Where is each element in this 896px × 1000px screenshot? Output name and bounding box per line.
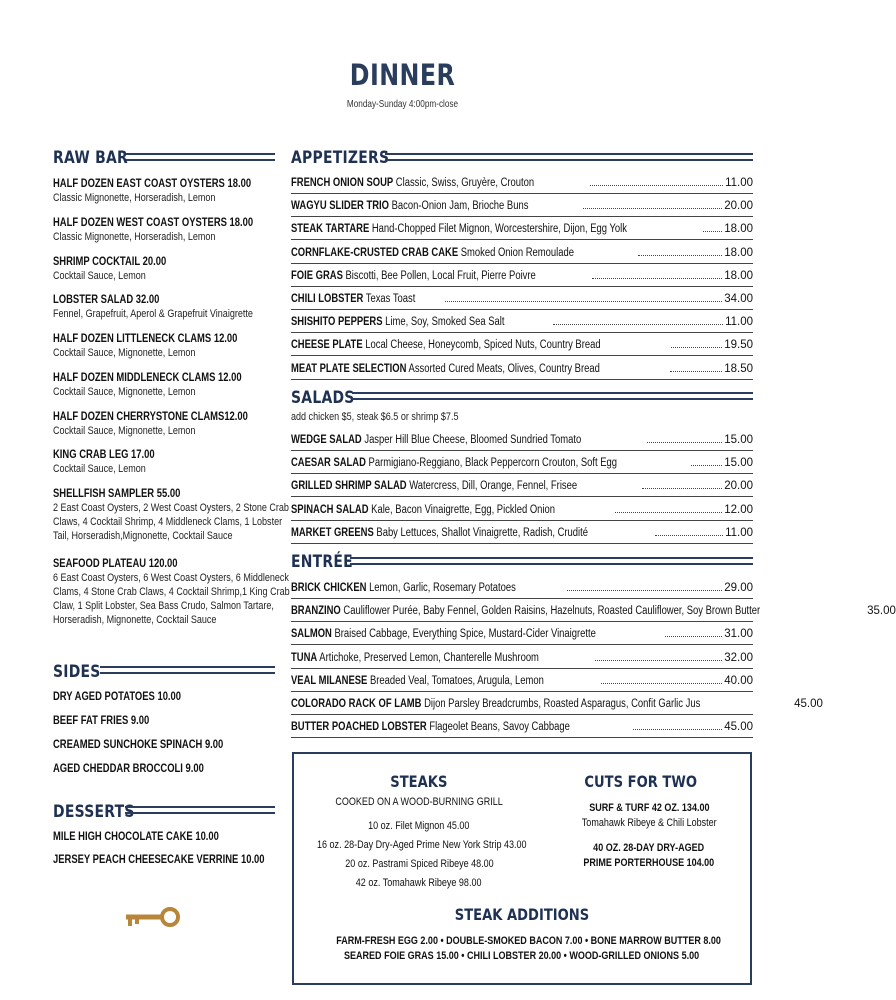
item-text [291,316,505,328]
item-price: 18.00 [724,269,753,282]
item-price: 18.00 [724,223,753,236]
item-description: 2 East Coast Oysters, 2 West Coast Oysters, 2 Stone Crab [53,502,289,514]
steak-item [294,858,544,870]
row-underline [291,309,753,310]
item-price: 34.00 [724,293,753,305]
item-description: Lemon, Garlic, Rosemary Potatoes [369,582,516,594]
item-description: Claw, 1 Split Lobster, Sea Bass Crudo, Salmon Tartare, [53,600,274,612]
item-text [291,480,577,492]
section-title-desserts: DESSERTS [53,802,135,822]
item-name: BRANZINO [291,605,341,618]
dot-leader [592,278,723,279]
row-underline [291,216,753,217]
section-title-raw-bar: RAW BAR [53,148,129,168]
item-text [291,363,600,375]
steak-item-text: 10 oz. Filet Mignon 45.00 [368,820,470,832]
appetizers-row [291,316,753,330]
item-name: HALF DOZEN LITTLENECK CLAMS 12.00 [53,333,238,345]
item-description: Classic Mignonette, Horseradish, Lemon [53,231,216,243]
salads-note: add chicken $5, steak $6.5 or shrimp $7.5 [291,411,459,423]
dot-leader [595,660,722,661]
item-name: HALF DOZEN CHERRYSTONE CLAMS12.00 [53,411,248,423]
item-name: MEAT PLATE SELECTION [291,362,407,375]
appetizers-row [291,293,753,307]
item-description: Texas Toast [365,293,416,305]
item-price: 40.00 [724,674,753,687]
item-description: Parmigiano-Reggiano, Black Peppercorn Crouton, Soft Egg [368,457,618,470]
item-description: Biscotti, Bee Pollen, Local Fruit, Pierre Poivre [345,269,536,282]
item-description: Kale, Bacon Vinaigrette, Egg, Pickled Onion [371,503,556,516]
dot-leader [633,729,722,730]
item-name: SALMON [291,628,332,641]
item-description: Dijon Parsley Breadcrumbs, Roasted Asparagus, Confit Garlic Jus [424,698,701,710]
steak-additions-title: STEAK ADDITIONS [454,905,590,924]
item-text [291,675,544,687]
item-price: 35.00 [867,605,896,618]
row-underline [291,193,753,194]
section-rule [352,392,753,400]
item-price: 15.00 [724,434,753,446]
item-name: CHEESE PLATE [291,339,363,352]
item-name: BUTTER POACHED LOBSTER [291,721,427,734]
section-rule [126,153,275,161]
item-text [291,200,528,212]
row-underline [291,473,753,474]
item-name: SHELLFISH SAMPLER 55.00 [53,488,181,500]
item-name: LOBSTER SALAD 32.00 [53,294,160,306]
item-price: 32.00 [724,651,753,664]
item-name: VEAL MILANESE [291,674,368,687]
item-description: Hand-Chopped Filet Mignon, Worcestershire, Dijon, Egg Yolk [371,223,627,236]
cut-description-text: Tomahawk Ribeye & Chili Lobster [581,817,717,829]
item-name: HALF DOZEN EAST COAST OYSTERS 18.00 [53,178,252,190]
section-title-appetizers: APPETIZERS [291,148,390,168]
appetizers-row [291,177,753,191]
item-text [291,434,581,446]
item-price: 18.00 [724,246,753,259]
row-underline [291,520,753,521]
item-name: JERSEY PEACH CHEESECAKE VERRINE 10.00 [53,854,265,866]
row-underline [291,668,753,669]
item-price: 20.00 [724,200,753,213]
dot-leader [553,324,723,325]
item-name: BRICK CHICKEN [291,582,367,594]
row-underline [291,450,753,451]
item-price: 20.00 [724,480,753,493]
row-underline [291,496,753,497]
item-description: Cocktail Sauce, Mignonette, Lemon [53,425,196,437]
item-name: SHISHITO PEPPERS [291,316,383,329]
steak-item-text: 16 oz. 28-Day Dry-Aged Prime New York Strip 43.00 [317,839,527,851]
row-underline [291,332,753,333]
row-underline [291,239,753,240]
item-description: Lime, Soy, Smoked Sea Salt [385,316,505,329]
item-price: 29.00 [724,582,753,594]
item-name: SEAFOOD PLATEAU 120.00 [53,558,178,570]
item-price: 31.00 [724,628,753,641]
entree-row [291,675,753,689]
appetizers-row [291,270,753,284]
salads-row [291,457,753,471]
dot-leader [567,590,722,591]
key-icon [122,905,182,929]
item-name: MILE HIGH CHOCOLATE CAKE 10.00 [53,831,219,843]
dot-leader [655,535,723,536]
appetizers-row [291,223,753,237]
item-price: 18.50 [724,362,753,375]
steaks-box [292,752,752,985]
dot-leader [601,683,722,684]
item-price: 45.00 [794,698,823,710]
item-text [291,247,574,259]
steak-additions-line-2: SEARED FOIE GRAS 15.00 • CHILI LOBSTER 20.00 • WOOD-GRILLED ONIONS 5.00 [344,950,700,962]
item-text [291,293,415,305]
salads-row [291,480,753,494]
item-name: SPINACH SALAD [291,503,369,516]
section-title-sides: SIDES [53,662,101,682]
item-name: HALF DOZEN MIDDLENECK CLAMS 12.00 [53,372,242,384]
item-text [291,177,534,189]
item-text [291,504,555,516]
cut-description-text: PRIME PORTERHOUSE 104.00 [583,857,715,869]
item-name: STEAK TARTARE [291,223,370,236]
dot-leader [445,301,723,302]
item-price: 15.00 [724,457,753,470]
side-item [53,738,343,752]
item-description: Cocktail Sauce, Lemon [53,270,146,282]
item-name: FRENCH ONION SOUP [291,177,394,189]
item-description: Jasper Hill Blue Cheese, Bloomed Sundried Tomato [364,434,582,446]
item-price: 12.00 [724,503,753,516]
row-underline [291,621,753,622]
item-text [291,527,588,539]
dot-leader [638,255,722,256]
steak-item-text: 20 oz. Pastrami Spiced Ribeye 48.00 [344,858,494,870]
row-underline [291,543,753,544]
item-description: Cocktail Sauce, Mignonette, Lemon [53,386,196,398]
item-description: Breaded Veal, Tomatoes, Arugula, Lemon [369,674,544,687]
appetizers-row [291,363,753,377]
row-underline [291,714,753,715]
steak-item-text: 42 oz. Tomahawk Ribeye 98.00 [356,877,482,889]
item-name: SHRIMP COCKTAIL 20.00 [53,256,167,268]
section-title-salads: SALADS [291,388,355,408]
dot-leader [583,208,723,209]
row-underline [291,355,753,356]
item-description: Cocktail Sauce, Lemon [53,463,146,475]
dot-leader [642,488,722,489]
item-text [291,270,536,282]
item-description: Flageolet Beans, Savoy Cabbage [429,721,570,734]
item-price: 11.00 [725,526,753,539]
item-price: 11.00 [725,177,753,189]
item-description: Braised Cabbage, Everything Spice, Mustard-Cider Vinaigrette [334,628,596,641]
dot-leader [665,636,722,637]
steaks-subtitle: COOKED ON A WOOD-BURNING GRILL [335,796,503,808]
item-text [291,698,700,710]
item-price: 19.50 [724,339,753,352]
page-title: DINNER [349,58,456,92]
section-rule [125,806,275,814]
salads-row [291,504,753,518]
item-name: GRILLED SHRIMP SALAD [291,480,407,493]
cut-description [549,817,749,829]
cuts-for-two-title: CUTS FOR TWO [584,772,697,791]
item-description: Classic, Swiss, Gruyère, Crouton [395,177,535,189]
item-price: 11.00 [725,316,753,329]
item-description: Bacon-Onion Jam, Brioche Buns [391,200,529,213]
item-text [291,628,596,640]
item-description: Local Cheese, Honeycomb, Spiced Nuts, Country Bread [365,339,601,352]
entree-row [291,605,896,619]
dot-leader [691,465,723,466]
item-text [291,721,570,733]
item-description: Horseradish, Mignonette, Cocktail Sauce [53,614,217,626]
steak-item [294,839,544,851]
steak-additions-line-1: FARM-FRESH EGG 2.00 • DOUBLE-SMOKED BACON 7.00 • BONE MARROW BUTTER 8.00 [336,935,721,947]
appetizers-row [291,339,753,353]
steak-item [294,877,544,889]
section-title-entree: ENTRÉE [291,552,353,572]
entree-row [291,652,753,666]
item-description: Tail, Horseradish,Mignonette, Cocktail Sauce [53,530,233,542]
dot-leader [615,512,722,513]
cut-name [549,842,749,854]
item-name: WEDGE SALAD [291,434,362,446]
item-description: Clams, 4 Stone Crab Claws, 4 Cocktail Shrimp,1 King Crab [53,586,290,598]
salads-row [291,527,753,541]
item-text [291,223,627,235]
item-name: WAGYU SLIDER TRIO [291,200,389,213]
item-description: Baby Lettuces, Shallot Vinaigrette, Radish, Crudité [376,526,589,539]
appetizers-row [291,247,753,261]
salads-row [291,434,753,448]
item-description: Watercress, Dill, Orange, Fennel, Frisee [409,480,578,493]
item-name: FOIE GRAS [291,269,343,282]
row-underline [291,598,753,599]
section-rule [350,557,753,565]
item-description: Classic Mignonette, Horseradish, Lemon [53,192,216,204]
item-text [291,652,539,664]
item-name: KING CRAB LEG 17.00 [53,449,155,461]
row-underline [291,644,753,645]
section-rule [100,666,275,674]
item-description: Smoked Onion Remoulade [460,246,574,259]
item-name: DRY AGED POTATOES 10.00 [53,691,182,703]
dot-leader [647,442,722,443]
item-description: 6 East Coast Oysters, 6 West Coast Oysters, 6 Middleneck [53,572,289,584]
item-description: Cocktail Sauce, Mignonette, Lemon [53,347,196,359]
item-name: CORNFLAKE-CRUSTED CRAB CAKE [291,246,459,259]
steak-item [294,820,544,832]
item-text [291,605,760,617]
dot-leader [671,347,723,348]
hours-text: Monday-Sunday 4:00pm-close [346,99,459,110]
item-name: TUNA [291,651,318,664]
row-underline [291,379,753,380]
item-description: Assorted Cured Meats, Olives, Country Bread [408,362,600,375]
item-name: COLORADO RACK OF LAMB [291,698,422,710]
item-price: 45.00 [724,721,753,734]
row-underline [291,286,753,287]
section-rule [385,153,753,161]
entree-row [291,721,753,735]
item-description: Fennel, Grapefruit, Aperol & Grapefruit Vinaigrette [53,308,253,320]
entree-row [291,698,823,712]
item-text [291,582,516,594]
cut-name [549,802,749,814]
steaks-title: STEAKS [390,772,448,791]
item-description: Cauliflower Purée, Baby Fennel, Golden Raisins, Hazelnuts, Roasted Cauliflower, Soy Brown Butter [343,605,761,618]
cut-description [549,857,749,869]
cut-name-text: 40 OZ. 28-DAY DRY-AGED [593,842,705,854]
item-name: AGED CHEDDAR BROCCOLI 9.00 [53,763,204,775]
item-name: CREAMED SUNCHOKE SPINACH 9.00 [53,739,224,751]
dot-leader [703,231,723,232]
entree-row [291,628,753,642]
row-underline [291,737,753,738]
item-name: MARKET GREENS [291,526,374,539]
cut-name-text: SURF & TURF 42 OZ. 134.00 [588,802,710,814]
item-description: Claws, 4 Cocktail Shrimp, 4 Middleneck Clams, 1 Lobster [53,516,283,528]
appetizers-row [291,200,753,214]
item-description: Artichoke, Preserved Lemon, Chanterelle Mushroom [319,651,539,664]
item-name: CHILI LOBSTER [291,293,364,305]
row-underline [291,691,753,692]
item-name: BEEF FAT FRIES 9.00 [53,715,150,727]
row-underline [291,263,753,264]
item-text [291,339,601,351]
item-text [291,457,617,469]
entree-row [291,582,753,596]
dot-leader [590,185,724,186]
item-name: HALF DOZEN WEST COAST OYSTERS 18.00 [53,217,254,229]
dot-leader [670,371,723,372]
item-name: CAESAR SALAD [291,457,366,470]
